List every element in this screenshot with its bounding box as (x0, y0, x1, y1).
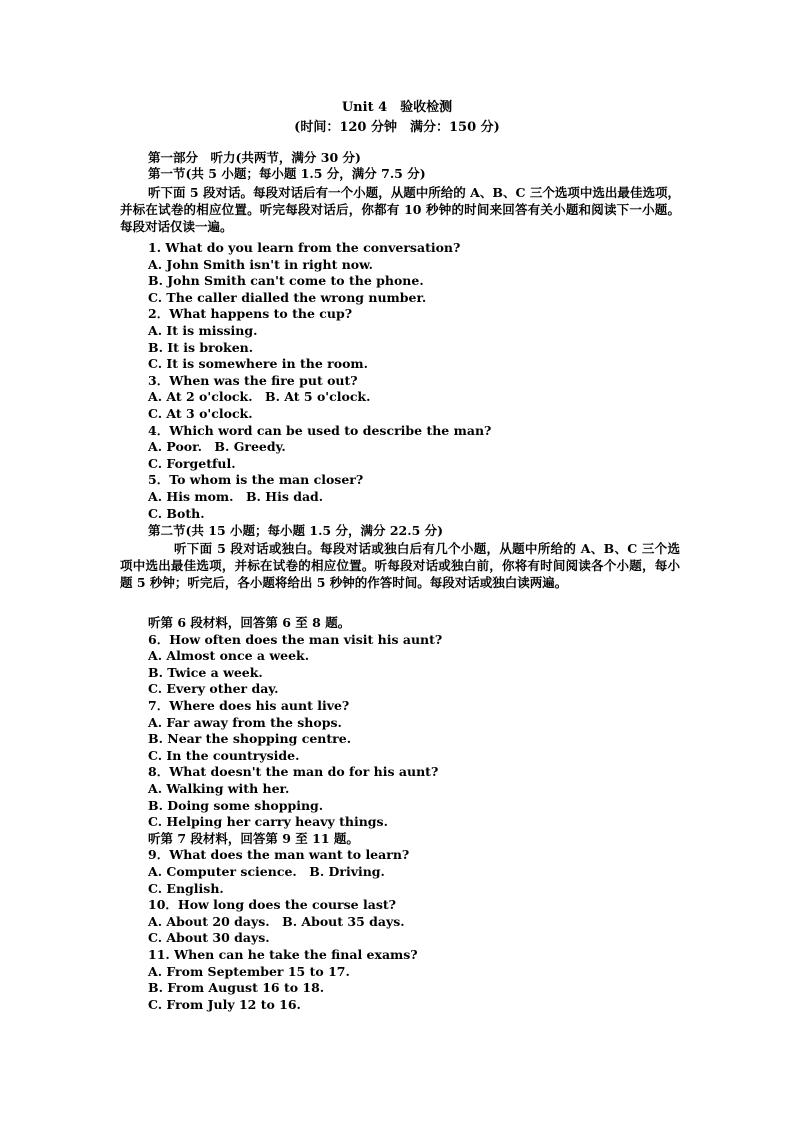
question-line: 9．What does the man want to learn? (148, 847, 410, 863)
question-line: B. John Smith can't come to the phone. (148, 273, 424, 289)
question-line: C. From July 12 to 16. (148, 996, 301, 1012)
question-line: 8．What doesn't the man do for his aunt? (148, 764, 439, 780)
section1-instruction: 听下面 5 段对话。每段对话后有一个小题，从题中所给的 A、B、C 三个选项中选出最佳选项，并标在试卷的相应位置。听完每段对话后，你都有 10 秒钟的时间来回答有关小题和阅读下一小题。每段对话仅读一遍。 (120, 185, 680, 234)
question-line: 3．When was the fire put out? (148, 372, 358, 388)
question-line: A. At 2 o'clock. B. At 5 o'clock. (148, 389, 371, 405)
question-line: B. It is broken. (148, 339, 254, 355)
section1-heading: 第一节(共 5 小题；每小题 1.5 分，满分 7.5 分) (148, 166, 426, 181)
question-line: 2．What happens to the cup? (148, 306, 353, 322)
question-line: 7．Where does his aunt live? (148, 698, 350, 713)
question-line: A. From September 15 to 17. (148, 963, 350, 979)
question-line: A. His mom. B. His dad. (148, 489, 324, 504)
question-line: A. Computer science. B. Driving. (148, 864, 385, 879)
page-subtitle: (时间：120 分钟 满分：150 分) (294, 120, 500, 135)
question-line: C. English. (148, 880, 224, 896)
question-line: A. John Smith isn't in right now. (148, 256, 373, 272)
question-line: C. In the countryside. (148, 747, 300, 763)
page-title: Unit 4 验收检测 (341, 100, 453, 115)
question-line: 4．Which word can be used to describe the man? (148, 422, 492, 438)
question-line: A. Poor. B. Greedy. (148, 439, 286, 455)
question-line: C. Forgetful. (148, 455, 236, 471)
question-line: 6．How often does the man visit his aunt? (148, 631, 443, 647)
part1-heading: 第一部分 听力(共两节，满分 30 分) (148, 150, 361, 165)
question-line: C. At 3 o'clock. (148, 406, 253, 421)
question-line: C. Both. (148, 505, 205, 521)
question-line: C. It is somewhere in the room. (148, 356, 368, 372)
question-line: B. From August 16 to 18. (148, 980, 325, 996)
question-line: C. The caller dialled the wrong number. (148, 289, 427, 305)
section2-heading: 第二节(共 15 小题；每小题 1.5 分，满分 22.5 分) (148, 523, 444, 538)
question-line: 1. What do you learn from the conversation? (148, 240, 461, 255)
question-line: B. Near the shopping centre. (148, 731, 352, 747)
question-line: B. Doing some shopping. (148, 797, 324, 813)
question-line: A. Almost once a week. (148, 648, 310, 664)
question-line: A. Walking with her. (148, 781, 290, 796)
question-line: 5．To whom is the man closer? (148, 472, 364, 488)
question-line: A. Far away from the shops. (148, 714, 342, 730)
question-line: 听第 7 段材料，回答第 9 至 11 题。 (148, 830, 359, 846)
question-line: A. About 20 days. B. About 35 days. (148, 913, 405, 929)
question-line: B. Twice a week. (148, 664, 263, 680)
question-line: 10．How long does the course last? (148, 897, 396, 913)
question-line: C. Helping her carry heavy things. (148, 814, 388, 830)
question-line: A. It is missing. (148, 323, 258, 338)
question-line: 11. When can he take the final exams? (148, 947, 418, 962)
question-line: C. Every other day. (148, 681, 279, 697)
section2-instruction: 听下面 5 段对话或独白。每段对话或独白后有几个小题，从题中所给的 A、B、C 三个选项中选出最佳选项，并标在试卷的相应位置。听每段对话或独白前，你将有时间阅读各个小题，每小题 5 秒钟；听完后，各小题将给出 5 秒钟的作答时间。每段对话或独白读两遍。 (120, 541, 680, 590)
question-line: C. About 30 days. (148, 930, 270, 946)
question-line: 听第 6 段材料，回答第 6 至 8 题。 (148, 615, 351, 630)
